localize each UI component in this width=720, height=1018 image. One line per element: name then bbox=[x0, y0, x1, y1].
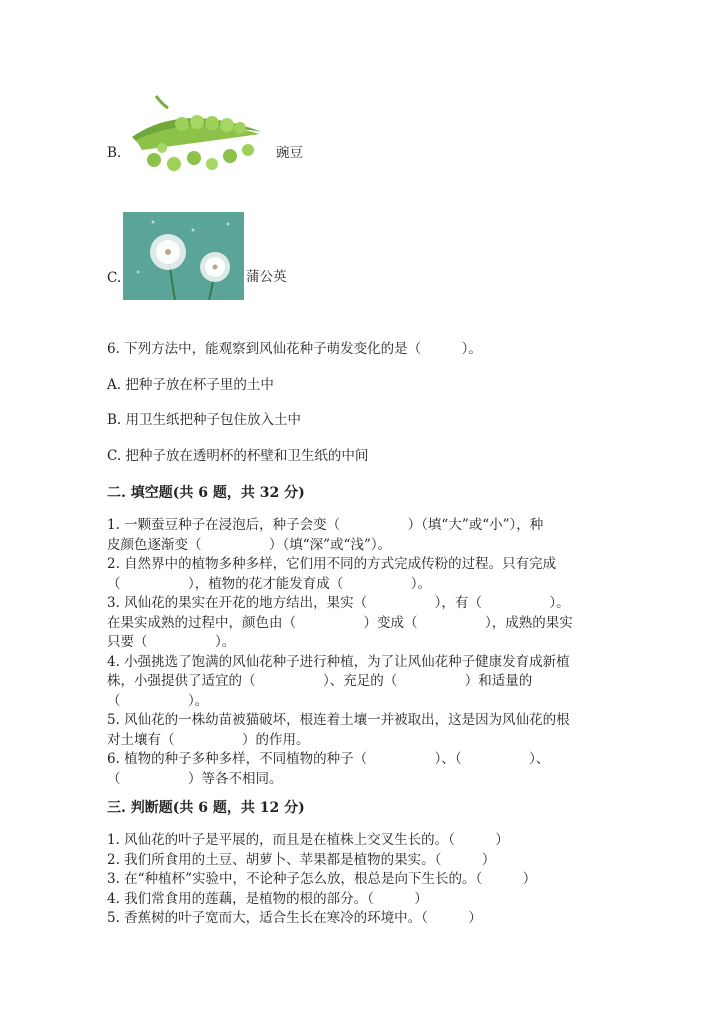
section2-line: 6. 植物的种子多种多样，不同植物的种子（ ）、（ ）、 bbox=[107, 751, 550, 767]
section2-line: 只要（ ）。 bbox=[107, 634, 236, 650]
section3-body bbox=[107, 831, 536, 929]
section2-line: 2. 自然界中的植物多种多样，它们用不同的方式完成传粉的过程。只有完成 bbox=[107, 556, 557, 572]
option-c-letter: C. bbox=[107, 270, 122, 286]
section2-line: 皮颜色逐渐变（ ）（填“深”或“浅”）。 bbox=[107, 536, 392, 553]
section3-line: 1. 风仙花的叶子是平展的，而且是在植株上交叉生长的。（ ） bbox=[107, 832, 509, 848]
dandelion-image bbox=[123, 212, 244, 300]
section2-body bbox=[107, 516, 573, 789]
section2-line: （ ）等各不相同。 bbox=[107, 770, 283, 787]
section3-line: 5. 香蕉树的叶子宽而大，适合生长在寒冷的环境中。（ ） bbox=[107, 910, 482, 926]
section2-line: 5. 风仙花的一株幼苗被猫破坏，根连着土壤一并被取出，这是因为风仙花的根 bbox=[107, 712, 570, 728]
section2-line: （ ）。 bbox=[107, 692, 209, 709]
q6-option-a: A. 把种子放在杯子里的土中 bbox=[107, 377, 274, 393]
section2-title: 二. 填空题(共 6 题，共 32 分) bbox=[107, 485, 305, 501]
section3-title: 三. 判断题(共 6 题，共 12 分) bbox=[107, 800, 305, 816]
section3-line: 3. 在“种植杯”实验中，不论种子怎么放，根总是向下生长的。（ ） bbox=[107, 871, 537, 887]
option-c-caption: 蒲公英 bbox=[246, 269, 287, 285]
option-b-caption: 豌豆 bbox=[276, 145, 303, 161]
section3-line: 2. 我们所食用的土豆、胡萝卜、苹果都是植物的果实。（ ） bbox=[107, 851, 496, 868]
section2-line: 1. 一颗蚕豆种子在浸泡后，种子会变（ ）（填“大”或“小”），种 bbox=[107, 517, 544, 533]
section2-line: 3. 风仙花的果实在开花的地方结出，果实（ ），有（ ）。 bbox=[107, 595, 570, 611]
option-b-letter: B. bbox=[107, 145, 122, 161]
section2-line: 在果实成熟的过程中，颜色由（ ）变成（ ），成熟的果实 bbox=[107, 614, 573, 631]
section2-line: 4. 小强挑选了饱满的风仙花种子进行种植，为了让风仙花种子健康发育成新植 bbox=[107, 653, 570, 670]
section2-line: 株，小强提供了适宜的（ ）、充足的（ ）和适量的 bbox=[107, 673, 533, 689]
q6-stem: 6. 下列方法中，能观察到风仙花种子萌发变化的是（ ）。 bbox=[107, 341, 482, 357]
section3-line: 4. 我们常食用的莲藕，是植物的根的部分。（ ） bbox=[107, 890, 428, 907]
q6-option-b: B. 用卫生纸把种子包住放入土中 bbox=[107, 412, 302, 428]
section2-line: （ ），植物的花才能发育成（ ）。 bbox=[107, 575, 431, 592]
q6-option-c: C. 把种子放在透明杯的杯壁和卫生纸的中间 bbox=[107, 448, 369, 464]
pea-pod-image bbox=[122, 92, 272, 182]
section2-line: 对土壤有（ ）的作用。 bbox=[107, 731, 310, 748]
